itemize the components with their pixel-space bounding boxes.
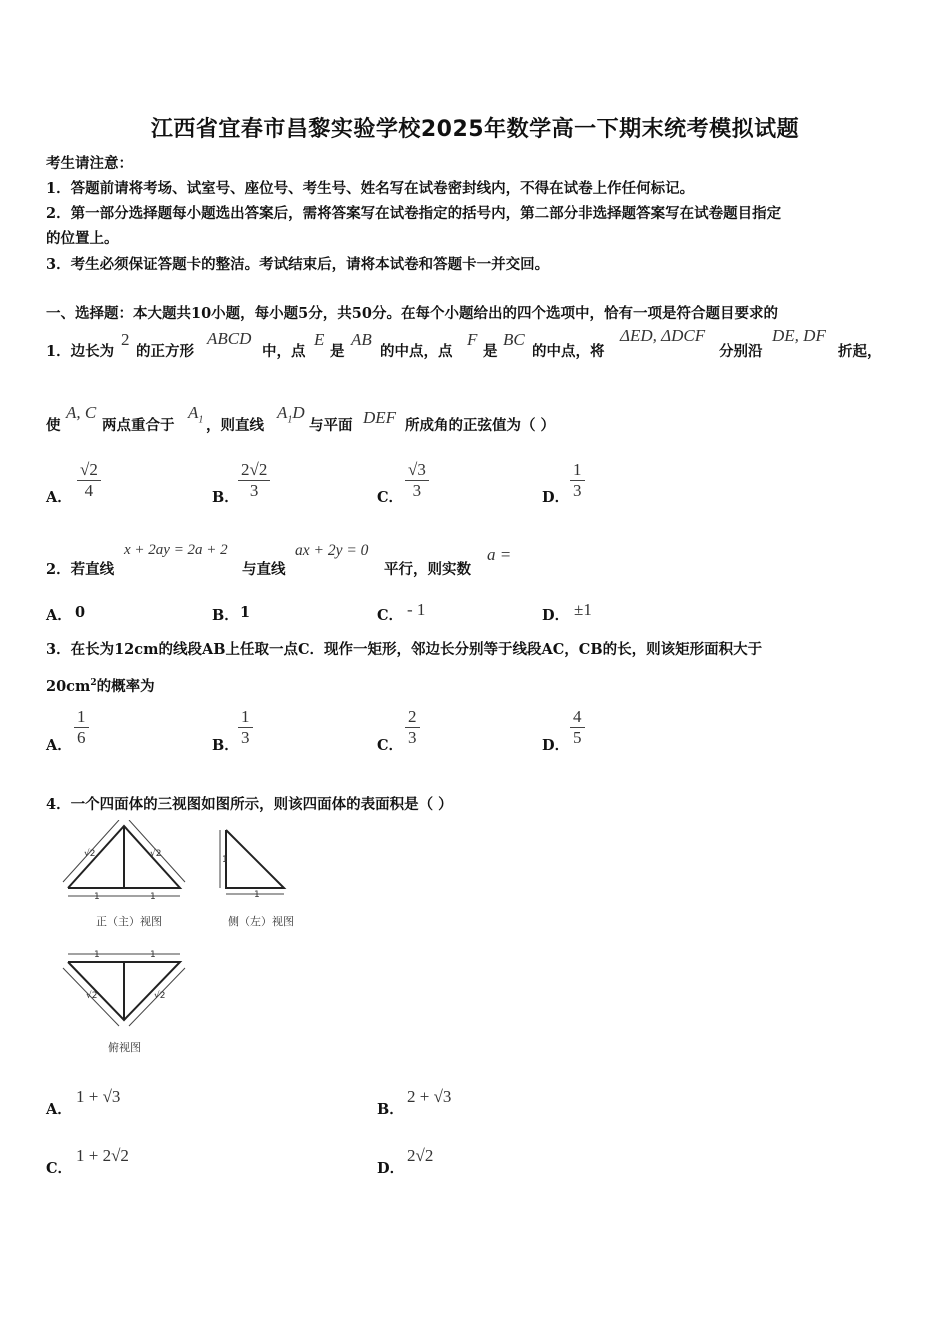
- q1-text: 折起，: [838, 343, 882, 360]
- q1-math: BC: [503, 330, 525, 349]
- q1-text: 中，点: [262, 343, 306, 360]
- q3-option-a-label: A．: [46, 737, 72, 754]
- q1-option-c-label: C．: [377, 489, 404, 506]
- q3-text: 3．在长为12cm的线段AB上任取一点C．现作一矩形，邻边长分别等于线段AC，CB的长，则该矩形面积大于: [46, 641, 763, 658]
- q1-math: A, C: [66, 403, 97, 422]
- q4-option-c-value: 1 + 2√2: [76, 1146, 129, 1165]
- q2-option-b-value: 1: [240, 604, 251, 621]
- top-view-figure: [58, 944, 198, 1028]
- top-view-caption: 俯视图: [108, 1041, 141, 1054]
- q2-math: ax + 2y = 0: [295, 542, 369, 559]
- q2-option-a-value: 0: [75, 604, 86, 621]
- q1-text: 两点重合于: [102, 417, 175, 434]
- q4-option-d-label: D．: [377, 1160, 405, 1177]
- side-dim-one-bottom: 1: [254, 890, 260, 898]
- q1-text: 1．边长为: [46, 343, 115, 360]
- front-dim-sqrt2-left: √2: [84, 849, 96, 859]
- q1-text: 与平面: [309, 417, 353, 434]
- front-dim-sqrt2-right: √2: [150, 849, 162, 859]
- q4-text: 4．一个四面体的三视图如图所示，则该四面体的表面积是（ ）: [46, 796, 453, 813]
- q4-option-b-label: B．: [377, 1101, 404, 1118]
- q1-math: AB: [351, 330, 372, 349]
- q2-option-c-value: - 1: [407, 600, 426, 619]
- top-dim-one-left: 1: [94, 950, 100, 960]
- q1-option-c-value: $\frac{√3}{3}$: [405, 460, 429, 500]
- side-view-caption: 侧（左）视图: [228, 915, 294, 928]
- q2-option-a-label: A．: [46, 607, 72, 624]
- front-view-caption: 正（主）视图: [96, 915, 162, 928]
- q1-option-a-value: $\frac{√2}{4}$: [77, 460, 101, 500]
- q1-math: 2: [121, 330, 130, 349]
- q2-option-c-label: C．: [377, 607, 404, 624]
- q2-option-d-label: D．: [542, 607, 570, 624]
- q3-option-c-label: C．: [377, 737, 404, 754]
- q2-math: x + 2ay = 2a + 2: [124, 542, 228, 558]
- top-dim-sqrt2-left: √2: [86, 991, 98, 1001]
- notice-item-2: 2．第一部分选择题每小题选出答案后，需将答案写在试卷指定的括号内，第二部分非选择题答案写在试卷题目指定: [46, 205, 782, 222]
- q1-math: DEF: [363, 408, 397, 427]
- q1-option-d-label: D．: [542, 489, 570, 506]
- q1-text: 使: [46, 417, 61, 434]
- q3-option-c-value: $\frac{2}{3}$: [405, 707, 420, 747]
- front-view-figure: [58, 820, 198, 900]
- q2-option-b-label: B．: [212, 607, 239, 624]
- notice-heading: 考生请注意：: [46, 155, 133, 172]
- q1-math: DE, DF: [772, 326, 826, 345]
- side-view-outline: [226, 830, 284, 888]
- notice-item-2-cont: 的位置上。: [46, 230, 119, 247]
- q4-option-a-value: 1 + √3: [76, 1087, 121, 1106]
- q1-math: ABCD: [207, 329, 252, 348]
- q4-option-b-value: 2 + √3: [407, 1087, 452, 1106]
- q2-option-d-value: ±1: [574, 600, 592, 619]
- q3-option-d-value: $\frac{4}{5}$: [570, 707, 585, 747]
- side-view-figure: [216, 826, 296, 898]
- q3-option-a-value: $\frac{1}{6}$: [74, 707, 89, 747]
- q3-option-b-value: $\frac{1}{3}$: [238, 707, 253, 747]
- page-title: 江西省宜春市昌黎实验学校2025年数学高一下期末统考模拟试题: [150, 117, 800, 142]
- q1-math: E: [314, 330, 325, 349]
- notice-item-1: 1．答题前请将考场、试室号、座位号、考生号、姓名写在试卷密封线内，不得在试卷上作任何标记。: [46, 180, 695, 197]
- q1-option-b-label: B．: [212, 489, 239, 506]
- q1-text: 是: [330, 343, 345, 360]
- side-dim-one-left: 1: [222, 855, 228, 865]
- q3-option-d-label: D．: [542, 737, 570, 754]
- q1-math: F: [467, 330, 478, 349]
- front-dim-one-left: 1: [94, 892, 100, 900]
- q1-text: 的中点，点: [380, 343, 453, 360]
- q4-option-d-value: 2√2: [407, 1146, 434, 1165]
- q1-option-a-label: A．: [46, 489, 72, 506]
- section-heading: 一、选择题：本大题共10小题，每小题5分，共50分。在每个小题给出的四个选项中，恰有一项是符合题目要求的: [46, 305, 778, 322]
- q1-text: 是: [483, 343, 498, 360]
- q2-text: 2．若直线: [46, 561, 115, 578]
- q1-math: ΔED, ΔDCF: [620, 326, 706, 345]
- q1-text: 分别沿: [719, 343, 763, 360]
- q2-text: 与直线: [242, 561, 286, 578]
- top-dim-sqrt2-right: √2: [154, 991, 166, 1001]
- q1-text: 的中点，将: [532, 343, 605, 360]
- q2-math: a =: [487, 545, 512, 564]
- q3-text-cont: $20cm^2$的概率为: [46, 678, 155, 695]
- q1-option-d-value: $\frac{1}{3}$: [570, 460, 585, 500]
- front-dim-one-right: 1: [150, 892, 156, 900]
- q4-option-a-label: A．: [46, 1101, 72, 1118]
- q1-option-b-value: $\frac{2√2}{3}$: [238, 460, 270, 500]
- q1-math: $A_1D$: [277, 403, 305, 426]
- q3-option-b-label: B．: [212, 737, 239, 754]
- q2-text: 平行，则实数: [384, 561, 471, 578]
- q1-text: 的正方形: [136, 343, 194, 360]
- q1-text: 所成角的正弦值为（ ）: [405, 417, 556, 434]
- notice-item-3: 3．考生必须保证答题卡的整洁。考试结束后，请将本试卷和答题卡一并交回。: [46, 256, 550, 273]
- q4-option-c-label: C．: [46, 1160, 73, 1177]
- top-dim-one-right: 1: [150, 950, 156, 960]
- q1-math: $A_1$: [188, 403, 204, 426]
- q1-text: ，则直线: [206, 417, 264, 434]
